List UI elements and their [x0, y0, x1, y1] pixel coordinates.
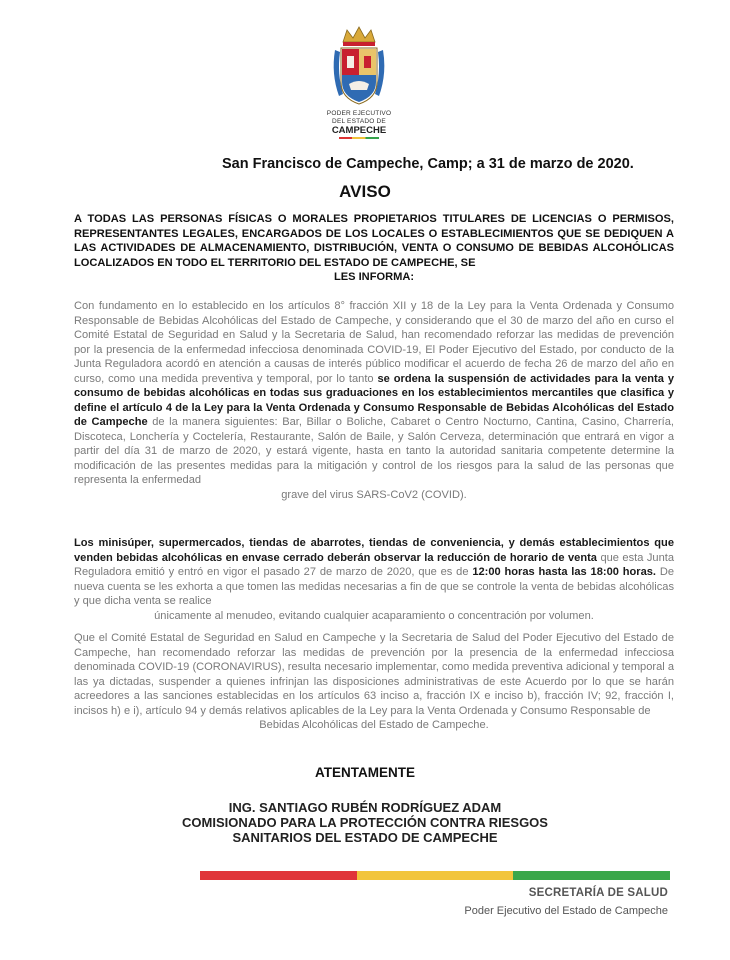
paragraph-2-hours: 12:00 horas hasta las 18:00 horas.: [472, 566, 657, 578]
signature-line-2: COMISIONADO PARA LA PROTECCIÓN CONTRA RIESGOS: [182, 815, 548, 830]
addressee-end: LES INFORMA:: [333, 271, 415, 284]
paragraph-1-c: de la manera siguientes: Bar, Billar o Boliche, Cabaret o Centro Nocturno, Cantina, Casino, Charrería, Discoteca, Lonchería y Coctelería, Restaurante, Salón de Baile, y Salón Cerveza, determinación que entrará en vigor a partir del día 31 de marzo de 2020, y estará vigente, hasta en tanto la autoridad sanitaria competente determine la modificación de las presentes medidas para la mitigación y control de los riesgos para la salud de las personas que representa la enfermedad: [74, 416, 674, 486]
state-logo: [322, 24, 396, 139]
paragraph-1-bold: se ordena la suspensión de actividades para la venta y consumo de bebidas alcohólicas en todas sus graduaciones en los establecimientos mercantiles que clasifica y define el artículo 4 de la Ley para la Venta Ordenada y Consumo Responsable de Bebidas Alcohólicas del Estado de Campeche: [74, 372, 674, 428]
notice-title: AVISO: [339, 182, 391, 201]
stripe-red: [200, 871, 357, 880]
paragraph-2: [74, 536, 674, 623]
logo-line-3: CAMPECHE: [331, 125, 387, 136]
addressee-paragraph: [74, 212, 674, 285]
paragraph-1: [74, 299, 674, 502]
paragraph-1-a: Con fundamento en lo establecido en los artículos 8° fracción XII y 18 de la Ley para la Venta Ordenada y Consumo Responsable de Bebidas Alcohólicas del Estado de Campeche, y considerando que el 30 de marzo del año en curso el Comité Estatal de Seguridad en Salud y la Secretaria de Salud, han recomendado reforzar las medidas de prevención por la presencia de la enfermedad infecciosa denominada COVID-19, El Poder Ejecutivo del Estado, por conducto de la Junta Reguladora acordó en atención a causas de interés público modificar el acuerdo de fecha 26 de marzo del año en curso, como una medida preventiva y temporal, por lo tanto: [74, 300, 674, 385]
paragraph-3-end: Bebidas Alcohólicas del Estado de Campeche.: [259, 719, 489, 731]
paragraph-3: [74, 631, 674, 733]
stripe-green: [513, 871, 670, 880]
paragraph-1-end: grave del virus SARS-CoV2 (COVID).: [281, 488, 467, 501]
campeche-crest-icon: [329, 24, 389, 110]
paragraph-3-text: Que el Comité Estatal de Seguridad en Salud en Campeche y la Secretaria de Salud del Poder Ejecutivo del Estado de Campeche, han recomendado reforzar las medidas de prevención por la presencia de la enfermedad infecciosa denominada COVID-19 (CORONAVIRUS), resulta necesario implementar, como medida preventiva adicional y temporal a las ya dictadas, suspender a quienes infrinjan las disposiciones administrativas de este Acuerdo por lo que se harán acreedores a las sanciones establecidas en los artículos 63 inciso a, fracción IX e inciso b), fracción IV; 92, fracción I, incisos h) e i), artículo 94 y demás relativos aplicables de la Ley para la Venta Ordenada y Consumo Responsable de: [74, 632, 674, 717]
date-line: San Francisco de Campeche, Camp; a 31 de marzo de 2020.: [222, 156, 634, 172]
logo-line-2: DEL ESTADO DE: [332, 117, 386, 125]
paragraph-2-b: que esta Junta Reguladora emitió y entró en vigor el pasado 27 de marzo de 2020, que es de: [74, 551, 674, 578]
signature-line-3: SANITARIOS DEL ESTADO DE CAMPECHE: [232, 830, 498, 845]
stripe-yellow: [357, 871, 514, 880]
color-stripe: [200, 871, 670, 880]
paragraph-2-bold-a: Los minisúper, supermercados, tiendas de abarrotes, tiendas de conveniencia, y demás establecimientos que venden bebidas alcohólicas en envase cerrado deberán observar la reducción de horario de venta: [74, 537, 674, 564]
logo-line-1: PODER EJECUTIVO: [326, 110, 392, 117]
paragraph-2-d: De nueva cuenta se les exhorta a que tomen las medidas necesarias a fin de que se controle la venta de bebidas alcohólicas y que dicha venta se realice: [74, 566, 675, 607]
addressee-text: A TODAS LAS PERSONAS FÍSICAS O MORALES PROPIETARIOS TITULARES DE LICENCIAS O PERMISOS, REPRESENTANTES LEGALES, ENCARGADOS DE LOS LOCALES O ESTABLECIMIENTOS QUE SE DEDIQUEN A LAS ACTIVIDADES DE ALMACENAMIENTO, DISTRIBUCIÓN, VENTA O CONSUMO DE BEBIDAS ALCOHÓLICAS LOCALIZADOS EN TODO EL TERRITORIO DEL ESTADO DE CAMPECHE, SE: [74, 213, 674, 269]
paragraph-2-end: únicamente al menudeo, evitando cualquier acaparamiento o concentración por volumen.: [154, 609, 594, 622]
closing-heading: ATENTAMENTE: [315, 765, 415, 780]
footer-poder-ejecutivo: Poder Ejecutivo del Estado de Campeche: [464, 905, 668, 917]
logo-color-bar: [339, 137, 379, 139]
signature-block: [0, 800, 730, 845]
signature-line-1: ING. SANTIAGO RUBÉN RODRÍGUEZ ADAM: [228, 800, 502, 815]
footer-secretaria: SECRETARÍA DE SALUD: [528, 887, 668, 899]
